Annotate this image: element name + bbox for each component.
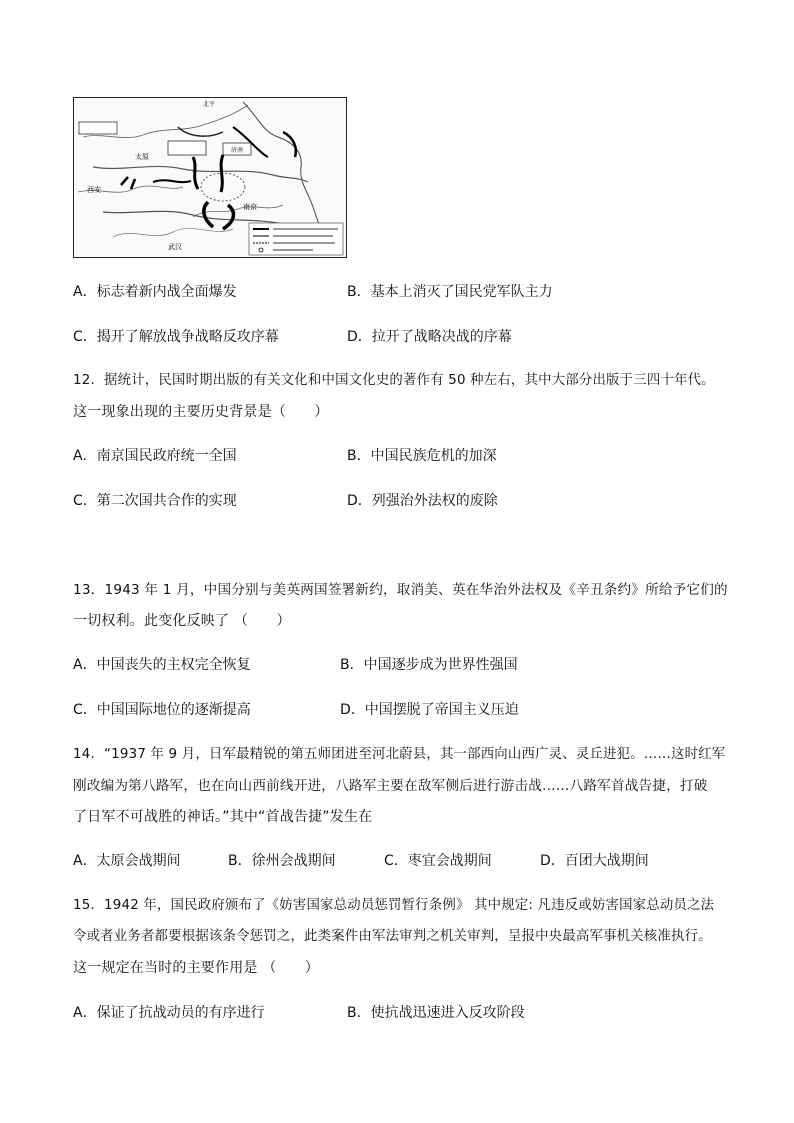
q12-option-d[interactable]: D．列强治外法权的废除	[347, 493, 498, 509]
q13-stem: 一切权利。此变化反映了 （ ）	[73, 613, 291, 629]
q13-stem: 13．1943 年 1 月，中国分别与美英两国签署新约，取消美、英在华治外法权及《辛丑条约》所给予它们的	[73, 582, 728, 598]
q11-option-a[interactable]: A．标志着新内战全面爆发	[73, 284, 237, 300]
q11-option-b[interactable]: B．基本上消灭了国民党军队主力	[347, 284, 553, 300]
q13-option-a[interactable]: A．中国丧失的主权完全恢复	[73, 657, 251, 673]
q15-stem: 令或者业务者都要根据该条令惩罚之，此类案件由军法审判之机关审判，呈报中央最高军事机关核准执行。	[73, 929, 712, 944]
city-label: 武汉	[168, 243, 182, 251]
q14-stem: 刚改编为第八路军，也在向山西前线开进，八路军主要在敌军侧后进行游击战……八路军首战告捷，打破	[73, 778, 708, 794]
q12-stem: 12．据统计，民国时期出版的有关文化和中国文化史的著作有 50 种左右，其中大部分出版于三四十年代。	[73, 373, 715, 388]
historical-war-map	[73, 97, 347, 258]
city-label: 西安	[87, 186, 101, 194]
city-label: 南京	[243, 203, 257, 211]
q15-stem: 15．1942 年，国民政府颁布了《妨害国家总动员惩罚暂行条例》 其中规定: 凡违反或妨害国家总动员之法	[73, 898, 715, 913]
q13-option-d[interactable]: D．中国摆脱了帝国主义压迫	[340, 702, 519, 718]
q14-stem: 14．“1937 年 9 月，日军最精锐的第五师团进至河北蔚县，其一部西向山西广灵、灵丘进犯。……这时红军	[73, 747, 726, 762]
city-label: 济南	[231, 147, 244, 154]
q14-option-a[interactable]: A．太原会战期间	[73, 853, 181, 869]
q15-option-b[interactable]: B．使抗战迅速进入反攻阶段	[347, 1005, 525, 1021]
q12-option-b[interactable]: B．中国民族危机的加深	[347, 448, 497, 464]
q12-option-c[interactable]: C．第二次国共合作的实现	[73, 493, 237, 509]
q12-option-a[interactable]: A．南京国民政府统一全国	[73, 448, 237, 464]
q15-stem: 这一规定在当时的主要作用是 （ ）	[73, 960, 320, 976]
q14-option-c[interactable]: C．枣宜会战期间	[384, 853, 492, 869]
q13-option-c[interactable]: C．中国国际地位的逐渐提高	[73, 702, 251, 718]
q15-option-a[interactable]: A．保证了抗战动员的有序进行	[73, 1005, 265, 1021]
q14-option-d[interactable]: D．百团大战期间	[540, 853, 649, 869]
q14-option-b[interactable]: B．徐州会战期间	[228, 853, 336, 869]
q12-stem: 这一现象出现的主要历史背景是（ ）	[73, 404, 329, 420]
city-label: 太原	[135, 153, 149, 161]
city-label: 北平	[203, 101, 216, 108]
q11-option-c[interactable]: C．揭开了解放战争战略反攻序幕	[73, 329, 279, 345]
q14-stem: 了日军不可战胜的神话。”其中“首战告捷”发生在	[73, 809, 373, 825]
q13-option-b[interactable]: B．中国逐步成为世界性强国	[340, 657, 518, 673]
q11-option-d[interactable]: D．拉开了战略决战的序幕	[347, 329, 512, 345]
